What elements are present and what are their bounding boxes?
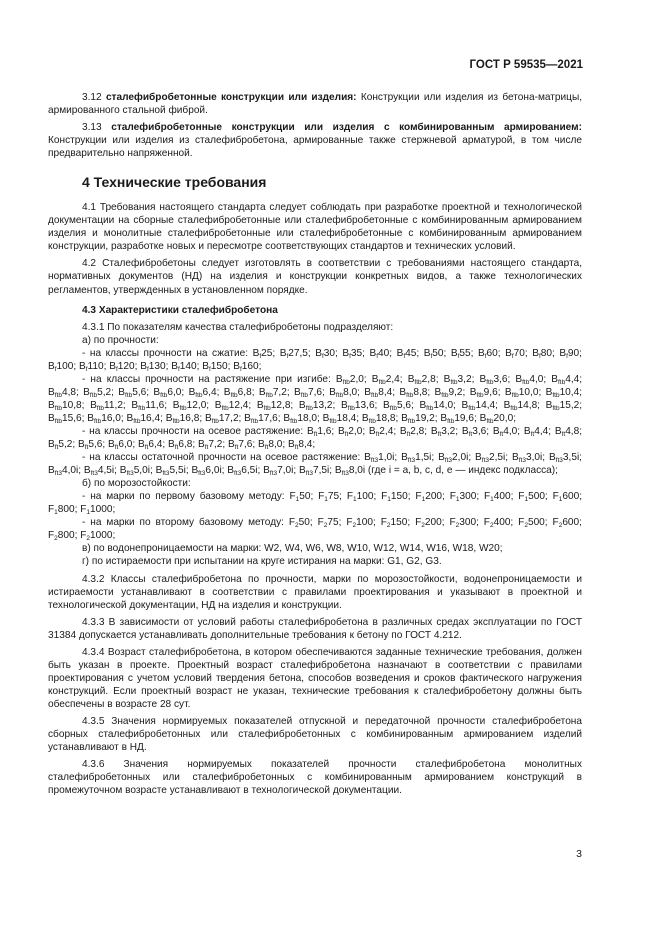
class-item: $B_{ftb}8,4$; [364,386,400,399]
class-item: $F_2400$; [483,517,519,530]
class-item: $B_{ft}7,6$; [228,439,258,452]
class-item: $B_{ft3}4,0i$; [48,465,84,478]
paragraph-4-3-6: 4.3.6 Значения нормируемых показателей прочности сталефибробетона монолитных сталефибробетонных или сталефибробетонных с комбинированным армированием конструкций в промежуточном возрасте устанавливают в технологической документации. [48,759,582,797]
class-item: $B_{ft}2,8$; [399,425,431,438]
class-item: $B_{ftb}9,2$; [434,386,470,399]
class-item: $B_{ftb}5,6$; [118,386,154,399]
class-item: $B_f80$; [532,347,560,360]
class-item: $B_{ftb}17,6$; [244,412,284,425]
paragraph-4-3-3: 4.3.3 В зависимости от условий работы сталефибробетона в различных средах эксплуатации по ГОСТ 31384 допускается устанавливать дополнительные требования к бетону по ГОСТ 4.212. [48,616,582,641]
class-list-residual [48,451,582,477]
class-item: $B_{ft3}8,0i$ [334,465,366,478]
class-item: $B_{ft}6,0$; [108,439,138,452]
class-item: $B_{ftb}15,6$; [48,412,88,425]
class-item: $B_{ftb}14,4$; [461,399,504,412]
class-item: $B_{ftb}3,6$; [479,373,516,386]
class-item: $B_f27,5$; [279,347,316,360]
list-terminator: ; [112,530,116,542]
class-item: $B_f150$; [202,360,234,373]
class-item: $B_{ftb}18,4$; [322,412,362,425]
class-item: $B_{ft}8,0$; [258,439,288,452]
paragraph-4-3-2: 4.3.2 Классы сталефибробетона по прочности, марки по морозостойкости, водонепроницаемости и истираемости устанавливают в соответствии с правилами проектирования и указывают в проектной и технологической документации, НД на изделия и конструкции. [48,573,582,611]
class-item: $B_{ft3}2,5i$; [475,452,512,465]
class-item: $B_{ftb}20,0$ [479,412,514,425]
class-item: $B_f70$; [505,347,533,360]
list-intro: - на классы остаточной прочности на осевое растяжение: [82,452,365,464]
class-item: $B_{ft3}3,0i$; [511,452,549,465]
class-item: $F_275$; [317,517,347,530]
class-item: $B_{ftb}18,0$; [283,412,323,425]
class-item: $B_f30$; [315,347,343,360]
class-item: $F_2500$; [518,517,553,530]
class-item: $B_{ft}6,4$; [138,439,168,452]
class-item: $B_{ftb}12,0$; [172,399,215,412]
class-list-frost-2 [48,516,582,542]
class-item: $B_{ftb}10,0$; [504,386,546,399]
class-item: $B_f140$; [171,360,203,373]
class-item: $B_f130$; [140,360,172,373]
class-item: $B_{ft3}5,5i$; [155,465,192,478]
class-item: $B_{ftb}9,6$; [469,386,505,399]
item-v: в) по водонепроницаемости на марки: W2, W4, W6, W8, W10, W12, W14, W16, W18, W20; [82,543,503,555]
list-intro: - на классы прочности на растяжение при изгибе: [82,373,336,385]
class-item: $B_f40$; [369,347,397,360]
page-number: 3 [576,848,582,860]
class-item: $B_{ft}3,2$; [430,425,462,438]
class-item: $B_{ftb}16,8$; [165,412,205,425]
class-item: $F_150$; [289,491,319,504]
class-item: $B_f55$; [450,347,478,360]
class-item: $B_{ftb}6,4$; [188,386,224,399]
class-item: $B_{ft}7,2$; [198,439,228,452]
class-item: $F_1600$; [552,491,583,504]
class-item: $B_{ft}6,8$; [168,439,198,452]
class-item: $B_f50$; [423,347,451,360]
class-item: $B_f160$ [233,360,259,373]
paragraph-4-3-5: 4.3.5 Значения нормируемых показателей отпускной и передаточной прочности сталефибробетона сборных сталефибробетонных или сталефибробетонных с комбинированным армированием изделий устанавливают в НД. [48,715,582,754]
class-list-bending [48,373,582,425]
class-item: $B_{ftb}4,0$; [515,373,552,386]
class-item: $B_{ftb}10,8$; [48,399,91,412]
class-item: $F_1400$; [484,491,519,504]
class-item: $B_{ftb}19,6$; [440,412,480,425]
class-list-axial [48,425,582,451]
class-item: $B_{ft}2,4$; [368,425,400,438]
class-item: $B_{ftb}3,2$; [443,373,480,386]
section-heading: 4 Технические требования [82,174,267,191]
class-item: $B_{ftb}5,2$; [83,386,119,399]
class-item: $F_2200$; [415,517,450,530]
class-item: $B_f25$; [252,347,280,360]
class-item: $B_f35$; [342,347,370,360]
class-list-compression [48,347,582,373]
class-item: $B_{ftb}4,8$; [48,386,84,399]
class-item: $B_{ftb}14,8$; [503,399,546,412]
class-item: $B_{ftb}8,0$; [329,386,365,399]
class-item: $F_21000$ [80,530,113,543]
class-item: $F_175$; [318,491,347,504]
class-item: $F_1200$; [415,491,450,504]
class-list-frost-1 [48,490,582,516]
class-item: $B_f120$; [109,360,141,373]
class-item: $B_{ftb}7,6$; [293,386,330,399]
class-item: $B_{ftb}4,4$; [551,373,583,386]
class-item: $B_{ftb}6,8$; [223,386,259,399]
class-item: $B_{ft3}3,5i$; [548,452,582,465]
class-item: $F_2100$; [346,517,381,530]
class-item: $B_{ftb}11,6$; [131,399,173,412]
class-item: $F_11000$ [80,504,113,517]
paragraph-4-2: 4.2 Сталефибробетоны следует изготовлять в соответствии с требованиями настоящего стандарта, нормативных документов (НД) на изделия и конструкции конкретных видов, а также технологических регламентов, утвержденных в установленном порядке. [48,258,582,296]
list-intro: - на марки по второму базовому методу: [82,517,289,529]
paragraph-4-3-1: 4.3.1 По показателям качества сталефибробетоны подразделяют: [82,321,394,333]
class-item: $B_{ftb}8,8$; [399,386,435,399]
class-item: $B_{ft3}1,0i$; [364,452,402,465]
class-item: $B_{ft}4,4$; [523,425,555,438]
class-item: $B_{ft}5,6$; [78,439,108,452]
list-terminator: ; [112,504,116,516]
class-item: $B_{ft}5,2$; [48,439,78,452]
class-item: $B_{ft3}6,0i$; [191,465,228,478]
class-item: $B_{ftb}12,4$; [214,399,257,412]
class-item: $B_{ftb}17,2$; [204,412,245,425]
class-item: $B_{ft3}1,5i$; [401,452,439,465]
list-terminator: ; [312,439,316,451]
class-item: $B_{ftb}6,0$; [153,386,189,399]
item-a: а) по прочности: [82,334,159,346]
class-item: $B_{ft3}2,0i$; [438,452,476,465]
class-item: $B_{ftb}2,0$; [335,373,372,386]
class-item: $F_2150$; [380,517,416,530]
class-item: $B_{ft3}7,0i$; [263,465,300,478]
class-item: $B_{ftb}10,4$; [545,386,583,399]
class-item: $B_{ft3}5,0i$; [119,465,156,478]
class-item: $B_f100$; [48,360,79,373]
class-item: $B_{ftb}2,8$; [407,373,444,386]
class-item: $B_{ftb}2,4$; [371,373,408,386]
term-3-13: 3.13 сталефибробетонные конструкции или изделия с комбинированным армированием: Конструкции или изделия из сталефибробетона, армированные также стержневой арматурой, в том числе предварительно напряженной. [48,122,582,160]
list-terminator: ; [513,412,517,424]
list-intro: - на марки по первому базовому методу: [82,491,290,503]
subsection-heading: 4.3 Характеристики сталефибробетона [82,304,278,316]
term-3-12: 3.12 сталефибробетонные конструкции или изделия: Конструкции или изделия из бетона-матрицы, армированного стальной фиброй. [48,92,582,117]
list-terminator: (где i = a, b, c, d, e — индекс подкласса); [365,465,558,477]
item-b: б) по морозостойкости: [82,478,191,490]
class-item: $B_{ftb}13,2$; [298,399,341,412]
class-item: $B_{ftb}13,6$; [340,399,383,412]
paragraph-4-1: 4.1 Требования настоящего стандарта следует соблюдать при разработке проектной и технологической документации на сборные сталефибробетонные или сталефибробетонные с комбинированным армированием изделия и монолитные сталефибробетонные или сталефибробетонные с комбинированным армированием конструкции, разработке новых и пересмотре соответствующих стандартов и технических условий. [48,202,582,253]
class-item: $B_{ft}3,6$; [461,425,493,438]
class-item: $F_250$; [288,517,318,530]
paragraph-4-3-4: 4.3.4 Возраст сталефибробетона, в котором обеспечиваются заданные технические требования, должен быть указан в проекте. Проектный возраст сталефибробетона назначают в соответствии с правилами проектирования с учетом условий твердения бетона, способов возведения и сроков фактического нагружения конструкций. Если проектный возраст не указан, технические требования к сталефибробетону должны быть обеспечены в возрасте 28 сут. [48,646,582,710]
class-item: $F_1300$; [449,491,484,504]
class-item: $B_{ftb}15,2$; [545,399,583,412]
class-item: $B_f110$; [79,360,110,373]
document-body [48,91,582,797]
class-item: $B_{ft}8,4$ [288,439,313,452]
class-item: $B_f60$; [478,347,506,360]
class-item: $B_f45$; [396,347,424,360]
class-item: $B_{ft3}6,5i$; [227,465,264,478]
list-terminator: ; [258,360,262,372]
class-item: $B_{ft3}7,5i$; [299,465,335,478]
class-item: $F_1100$; [346,491,382,504]
class-item: $B_{ft}4,8$; [554,425,583,438]
class-item: $B_{ftb}18,8$; [361,412,402,425]
class-item: $F_1500$; [518,491,553,504]
class-item: $B_{ft3}4,5i$; [83,465,120,478]
class-item: $B_{ftb}16,4$; [126,412,166,425]
class-item: $F_2600$; [552,517,582,530]
class-item: $F_1800$; [48,504,81,517]
list-intro: - на классы прочности на сжатие: [82,347,253,359]
class-item: $B_{ftb}14,0$; [419,399,462,412]
class-item: $B_{ft}4,0$; [492,425,524,438]
class-item: $F_2300$; [449,517,484,530]
item-g: г) по истираемости при испытании на круге истирания на марки: G1, G2, G3. [82,556,442,568]
class-item: $F_2800$; [48,530,81,543]
class-item: $B_{ft}1,6$; [306,425,338,438]
class-item: $B_{ftb}11,2$; [90,399,132,412]
standard-number: ГОСТ Р 59535—2021 [469,59,583,71]
list-intro: - на классы прочности на осевое растяжение: [82,425,307,437]
class-item: $B_{ftb}5,6$; [383,399,420,412]
class-item: $B_{ft}2,0$; [337,425,369,438]
class-item: $F_1150$; [381,491,416,504]
class-item: $B_{ftb}12,8$; [256,399,299,412]
class-item: $B_f90$; [559,347,582,360]
class-item: $B_{ftb}19,2$; [401,412,441,425]
class-item: $B_{ftb}7,2$; [258,386,294,399]
class-item: $B_{ftb}16,0$; [87,412,127,425]
